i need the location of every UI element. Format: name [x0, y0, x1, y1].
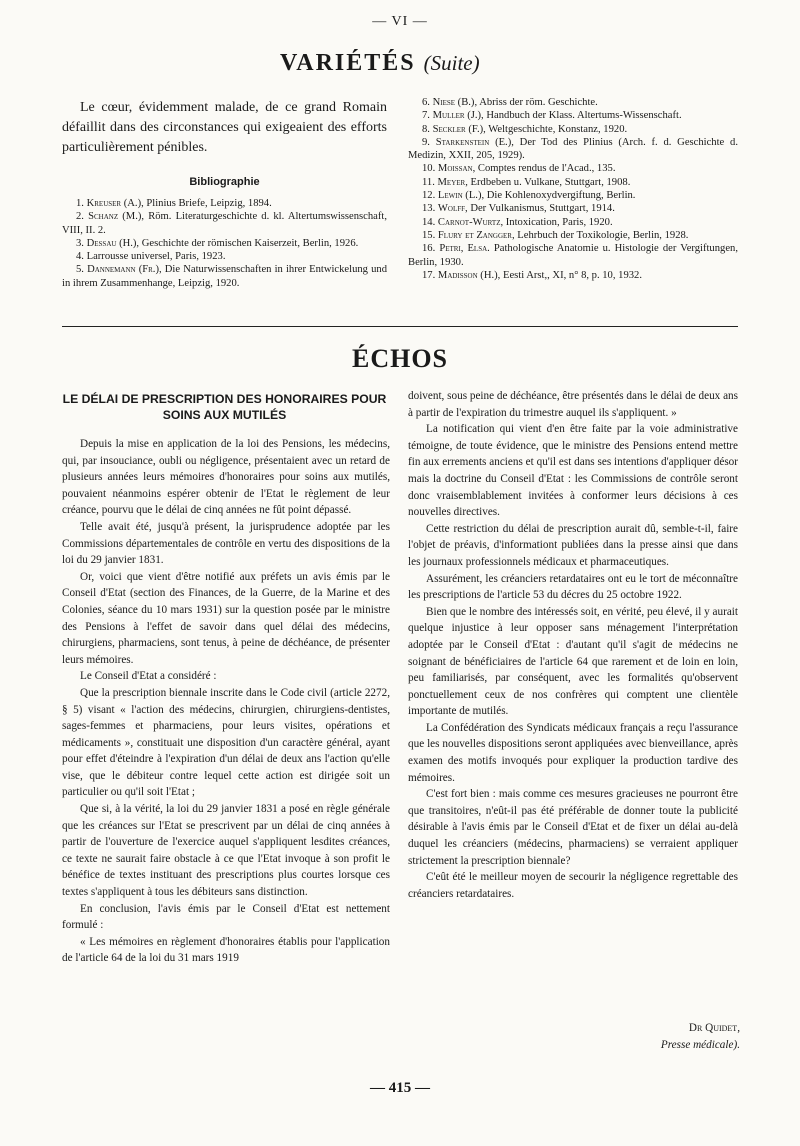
- signature-author: Dr Quidet,: [688, 1022, 740, 1034]
- entry-author: Dessau (H.),: [86, 237, 140, 249]
- bibliography-entry: [408, 136, 738, 163]
- entry-number: 15.: [422, 229, 436, 241]
- entry-number: 6.: [422, 97, 430, 108]
- article-paragraph: C'est fort bien : mais comme ces mesures gracieuses ne pourront être que transitoires, n'eût-il pas été préférable de donner toute la publicité désirable à l'avis émis par le Conseil d'Etat et de fixer un délai au-delà duquel les créanciers (médecins, pharmaciens) se verraient appliquer strictement la prescription biennale?: [408, 788, 738, 867]
- entry-text: Abriss der röm. Geschichte.: [479, 97, 598, 108]
- bibliography-entry: [408, 96, 738, 109]
- bibliography-entry: [62, 237, 387, 250]
- section-title: [280, 50, 480, 77]
- article-body-right: [408, 388, 738, 902]
- entry-author: Lewin (L.),: [437, 190, 485, 202]
- section-title-suffix: (Suite): [423, 51, 480, 75]
- entry-number: 16.: [422, 243, 436, 255]
- entry-author: Seckler (F.),: [432, 123, 486, 135]
- entry-number: 2.: [76, 211, 84, 223]
- article-paragraph: Le Conseil d'Etat a considéré :: [80, 670, 217, 683]
- article-paragraph: Or, voici que vient d'être notifié aux préfets un avis émis par le Conseil d'Etat (section des Finances, de la Guerre, de la Marine et des Colonies, séance du 10 mars 1931) sur la question posée par le ministre des Pensions à l'effet de savoir dans quel délai des médecins, chirurgiens, pharmaciens, sont tenus, à peine de déchéance, de présenter leurs mémoires.: [62, 570, 390, 666]
- entry-author: Dannemann (Fr.),: [87, 264, 162, 276]
- intro-paragraph: Le cœur, évidemment malade, de ce grand Romain défaillit dans des circonstances qui exigeaient des efforts particulièrement pénibles.: [62, 100, 387, 155]
- bibliography-heading: Bibliographie: [189, 176, 260, 188]
- entry-number: 10.: [422, 163, 436, 175]
- entry-number: 5.: [76, 264, 84, 276]
- entry-text: Röm. Literaturgeschichte d. kl. Altertumswissenschaft, VIII, II. 2.: [62, 211, 387, 236]
- entry-text: Lehrbuch der Toxikologie, Berlin, 1928.: [517, 229, 689, 241]
- entry-text: Der Tod des Plinius (Arch. f. d. Geschichte d. Medizin, XXII, 205, 1929).: [408, 136, 738, 162]
- entry-author: Starkenstein (E.),: [435, 136, 514, 148]
- article-paragraph: Que si, à la vérité, la loi du 29 janvier 1831 a posé en règle générale que les créances sur l'Etat se prescrivent par un délai de cinq années à partir de l'ouverture de l'exercice auquel s'appliquent lesdites créances, ce texte ne saurait faire obstacle à ce que l'Etat invoque à son profit le bénéfice de textes instituant des prescriptions plus courtes lorsque ces textes s'appliquent à tous les débiteurs sans distinction.: [62, 803, 390, 899]
- signature-source: Presse médicale).: [660, 1039, 740, 1051]
- article-paragraph: Assurément, les créanciers retardataires ont eu le tort de méconnaître les prescriptions de l'article 53 du décres du 25 octobre 1922.: [408, 572, 738, 602]
- bibliography-entry: [62, 210, 387, 237]
- article-paragraph: Bien que le nombre des intéressés soit, en vérité, peu élevé, il y aurait quelque injustice à leur opposer sans ménagement l'interprétation adoptée par le Conseil d'Etat : d'autant qu'il s'agit de médecins ne soignant de bénéficiaires de l'article 64 que rarement et de loin en loin, peu familiarisés, par conséquent, avec les formalités qu'observent ponctuellement ceux de nos confrères qui comptent une clientèle importante de mutilés.: [408, 605, 738, 718]
- page-roman-number: — VI —: [372, 14, 428, 29]
- article-paragraph: doivent, sous peine de déchéance, être présentés dans le délai de deux ans à partir de l'expiration du trimestre auquel ils s'appliquent. »: [408, 390, 738, 419]
- article-paragraph: En conclusion, l'avis émis par le Conseil d'Etat est nettement formulé :: [62, 902, 390, 932]
- entry-number: 4.: [76, 251, 84, 263]
- entry-author: Schanz (M.),: [88, 211, 145, 223]
- article-paragraph: Que la prescription biennale inscrite dans le Code civil (article 2272, § 5) visant « l'action des médecins, chirurgien, chirurgiens-dentistes, sages-femmes et pharmaciens, pour leurs visites, opérations et médicaments », constituait une disposition d'un caractère général, ayant pour effet d'éteindre à l'expiration d'un délai de deux ans l'action qu'elle vise, que le débiteur contre lequel cette action est dirigée soit un particulier ou qu'il soit l'Etat ;: [62, 686, 390, 799]
- entry-text: Eesti Arst,, XI, n° 8, p. 10, 1932.: [502, 269, 642, 281]
- section-divider: [62, 326, 738, 327]
- entry-author: Moissan,: [437, 163, 476, 175]
- bibliography-entry: [408, 242, 738, 269]
- entry-author: Petri, Elsa.: [439, 243, 490, 255]
- entry-number: 1.: [76, 198, 84, 209]
- bibliography-right-column: [408, 96, 738, 282]
- page-number: — 415 —: [370, 1080, 430, 1096]
- entry-text: Comptes rendus de l'Acad., 135.: [477, 163, 616, 175]
- echos-heading: ÉCHOS: [351, 344, 449, 373]
- bibliography-entry: [408, 109, 738, 122]
- entry-text: Plinius Briefe, Leipzig, 1894.: [146, 198, 272, 209]
- entry-number: 3.: [76, 237, 84, 249]
- article-paragraph: C'eût été le meilleur moyen de secourir la négligence regrettable des créanciers retardataires.: [408, 871, 738, 900]
- article-paragraph: La Confédération des Syndicats médicaux français a reçu l'assurance que les nouvelles dispositions seront appliquées avec bienveillance, après examen des motifs invoqués pour expliquer la production tardive des mémoires.: [408, 721, 738, 784]
- article-signature: [560, 1020, 740, 1054]
- entry-text: Intoxication, Paris, 1920.: [505, 216, 613, 228]
- bibliography-entry: [408, 189, 738, 202]
- article-paragraph: « Les mémoires en règlement d'honoraires établis pour l'application de l'article 64 de la loi du 31 mars 1919: [62, 935, 390, 965]
- entry-text: Die Naturwissenschaften in ihrer Entwickelung und in ihrem Zusammenhange, Leipzig, 1920.: [62, 264, 387, 289]
- entry-number: 11.: [422, 176, 435, 188]
- article-paragraph: Cette restriction du délai de prescription aurait dû, semble-t-il, faire l'objet de préavis, d'informationt publiées dans la presse ainsi que dans les journaux professionnels médicaux et pharmaceutiques.: [408, 522, 738, 568]
- entry-author: Meyer,: [437, 176, 468, 188]
- bibliography-entry: [62, 263, 387, 290]
- article-body-left: [62, 436, 390, 967]
- entry-text: Erdbeben u. Vulkane, Stuttgart, 1908.: [470, 176, 631, 188]
- entry-author: Carnot-Wurtz,: [437, 216, 504, 228]
- entry-text: Weltgeschichte, Konstanz, 1920.: [488, 123, 628, 135]
- entry-number: 12.: [422, 190, 436, 202]
- bibliography-left-column: [62, 197, 387, 290]
- bibliography-entry: [62, 250, 387, 263]
- entry-number: 14.: [422, 216, 436, 228]
- article-title: LE DÉLAI DE PRESCRIPTION DES HONORAIRES POUR SOINS AUX MUTILÉS: [62, 392, 387, 422]
- bibliography-entry: [408, 229, 738, 242]
- entry-text: Larrousse universel, Paris, 1923.: [86, 251, 226, 263]
- entry-text: Handbuch der Klass. Altertums-Wissenschaft.: [486, 110, 682, 122]
- bibliography-entry: [408, 176, 738, 189]
- entry-author: Muller (J.),: [432, 110, 484, 122]
- entry-number: 13.: [422, 203, 436, 215]
- section-title-text: VARIÉTÉS: [280, 50, 416, 76]
- entry-author: Madisson (H.),: [437, 269, 501, 281]
- entry-number: 9.: [422, 136, 430, 148]
- entry-number: 7.: [422, 110, 430, 122]
- bibliography-entry: [408, 162, 738, 175]
- entry-author: Niese (B.),: [432, 97, 478, 108]
- bibliography-entry: [408, 269, 738, 282]
- article-paragraph: Telle avait été, jusqu'à présent, la jurisprudence adoptée par les Commissions départementales de contrôle en vertu des dispositions de la loi du 29 janvier 1831.: [62, 520, 390, 567]
- article-paragraph: La notification qui vient d'en être faite par la voie administrative témoigne, de toute évidence, que le ministre des Pensions entend mettre fin aux errements anciens et qu'il est dans ses intentions d'appliquer désor mais la doctrine du Conseil d'Etat : les Commissions de contrôle seront donc vraisemblablement invitées à conformer leurs décisions à ces nouvelles directives.: [408, 423, 738, 519]
- bibliography-entry: [408, 216, 738, 229]
- entry-text: Der Vulkanismus, Stuttgart, 1914.: [470, 203, 615, 215]
- bibliography-entry: [62, 197, 387, 210]
- bibliography-entry: [408, 123, 738, 136]
- entry-number: 8.: [422, 123, 430, 135]
- entry-author: Wolff,: [437, 203, 468, 215]
- entry-text: Pathologische Anatomie u. Histologie der Vergiftungen, Berlin, 1930.: [408, 243, 738, 268]
- article-paragraph: Depuis la mise en application de la loi des Pensions, les médecins, qui, par insouciance, oubli ou négligence, présentaient avec un retard de plusieurs années leurs mémoires d'honoraires pour soins aux mutilés, pouvaient néanmoins espérer obtenir de l'Etat le règlement de leur créance, pourvu que le délai de cinq années ne fût point dépassé.: [62, 438, 390, 517]
- entry-author: Kreuser (A.),: [86, 198, 144, 209]
- entry-text: Die Kohlenoxydvergiftung, Berlin.: [486, 190, 636, 202]
- entry-number: 17.: [422, 269, 436, 281]
- bibliography-entry: [408, 202, 738, 215]
- entry-text: Geschichte der römischen Kaiserzeit, Berlin, 1926.: [141, 237, 359, 249]
- entry-author: Flury et Zangger,: [437, 229, 515, 241]
